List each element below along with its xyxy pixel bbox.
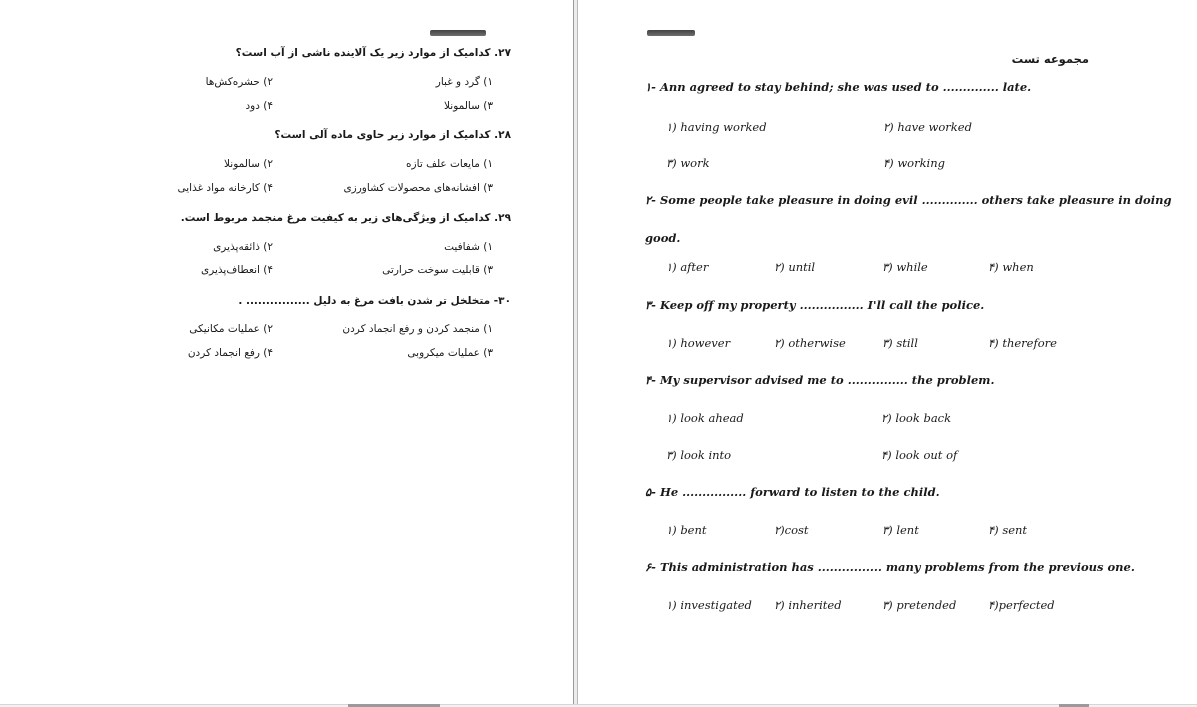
q29-option-3: ۳) قابلیت سوخت حرارتی bbox=[382, 264, 493, 276]
q1-option-4: ۴) working bbox=[883, 156, 945, 170]
question-3: ۳- Keep off my property ................ I'll call the police. bbox=[645, 298, 985, 312]
question-28: ۲۸. کدامیک از موارد زیر حاوی ماده آلی است؟ bbox=[274, 129, 511, 141]
q2-option-3: ۳) while bbox=[882, 260, 928, 274]
q5-option-1: ۱) bent bbox=[666, 523, 707, 537]
q5-option-2: ۲)cost bbox=[774, 523, 809, 537]
q5-option-3: ۳) lent bbox=[882, 523, 919, 537]
q27-option-1: ۱) گرد و غبار bbox=[435, 76, 493, 88]
page-title: مجموعه تست bbox=[1011, 52, 1089, 66]
q4-option-2: ۲) look back bbox=[881, 411, 952, 425]
q28-option-2: ۲) سالمونلا bbox=[224, 158, 273, 170]
question-27: ۲۷. کدامیک از موارد زیر یک آلاینده ناشی از آب است؟ bbox=[235, 47, 511, 59]
q1-option-1: ۱) having worked bbox=[666, 120, 767, 134]
q5-option-4: ۴) sent bbox=[988, 523, 1028, 537]
q28-option-3: ۳) افشانه‌های محصولات کشاورزی bbox=[343, 182, 493, 194]
question-2-continued: good. bbox=[645, 231, 681, 245]
q29-option-4: ۴) انعطاف‌پذیری bbox=[200, 264, 273, 276]
question-6: ۶- This administration has ................ many problems from the previous one. bbox=[645, 560, 1135, 574]
q30-option-3: ۳) عملیات میکروبی bbox=[407, 347, 493, 359]
q3-option-3: ۳) still bbox=[882, 336, 918, 350]
q27-option-3: ۳) سالمونلا bbox=[444, 100, 493, 112]
document-page-left bbox=[0, 0, 573, 704]
question-29: ۲۹. کدامیک از ویژگی‌های زیر به کیفیت مرغ منجمد مربوط است. bbox=[180, 212, 511, 224]
q6-option-2: ۲) inherited bbox=[774, 598, 842, 612]
q30-option-2: ۲) عملیات مکانیکی bbox=[189, 323, 273, 335]
q2-option-1: ۱) after bbox=[666, 260, 709, 274]
q3-option-2: ۲) otherwise bbox=[774, 336, 846, 350]
page-header-mark bbox=[647, 30, 695, 36]
q4-option-4: ۴) look out of bbox=[881, 448, 958, 462]
q28-option-4: ۴) کارخانه مواد غذایی bbox=[177, 182, 273, 194]
q3-option-1: ۱) however bbox=[666, 336, 731, 350]
document-page-right bbox=[578, 0, 1197, 704]
q30-option-1: ۱) منجمد کردن و رفع انجماد کردن bbox=[342, 323, 493, 335]
q27-option-4: ۴) دود bbox=[245, 100, 273, 112]
q6-option-4: ۴)perfected bbox=[988, 598, 1055, 612]
q29-option-2: ۲) ذائقه‌پذیری bbox=[213, 241, 273, 253]
question-2: ۲- Some people take pleasure in doing evil .............. others take pleasure in doing bbox=[645, 193, 1172, 207]
q29-option-1: ۱) شفافیت bbox=[444, 241, 493, 253]
question-1: ۱- Ann agreed to stay behind; she was used to .............. late. bbox=[645, 80, 1032, 94]
q6-option-3: ۳) pretended bbox=[882, 598, 957, 612]
question-5: ۵- He ................ forward to listen to the child. bbox=[645, 485, 940, 499]
q3-option-4: ۴) therefore bbox=[988, 336, 1057, 350]
q28-option-1: ۱) مایعات علف تازه bbox=[406, 158, 493, 170]
q2-option-2: ۲) until bbox=[774, 260, 816, 274]
q2-option-4: ۴) when bbox=[988, 260, 1034, 274]
question-4: ۴- My supervisor advised me to ............... the problem. bbox=[645, 373, 995, 387]
page-header-mark bbox=[430, 30, 486, 36]
q30-option-4: ۴) رفع انجماد کردن bbox=[187, 347, 273, 359]
q6-option-1: ۱) investigated bbox=[666, 598, 752, 612]
q1-option-2: ۲) have worked bbox=[883, 120, 972, 134]
q4-option-3: ۳) look into bbox=[666, 448, 732, 462]
q4-option-1: ۱) look ahead bbox=[666, 411, 744, 425]
question-30: ۳۰- متخلخل تر شدن بافت مرغ به دلیل ................ . bbox=[238, 295, 511, 307]
q27-option-2: ۲) حشره‌کش‌ها bbox=[205, 76, 273, 88]
q1-option-3: ۳) work bbox=[666, 156, 710, 170]
